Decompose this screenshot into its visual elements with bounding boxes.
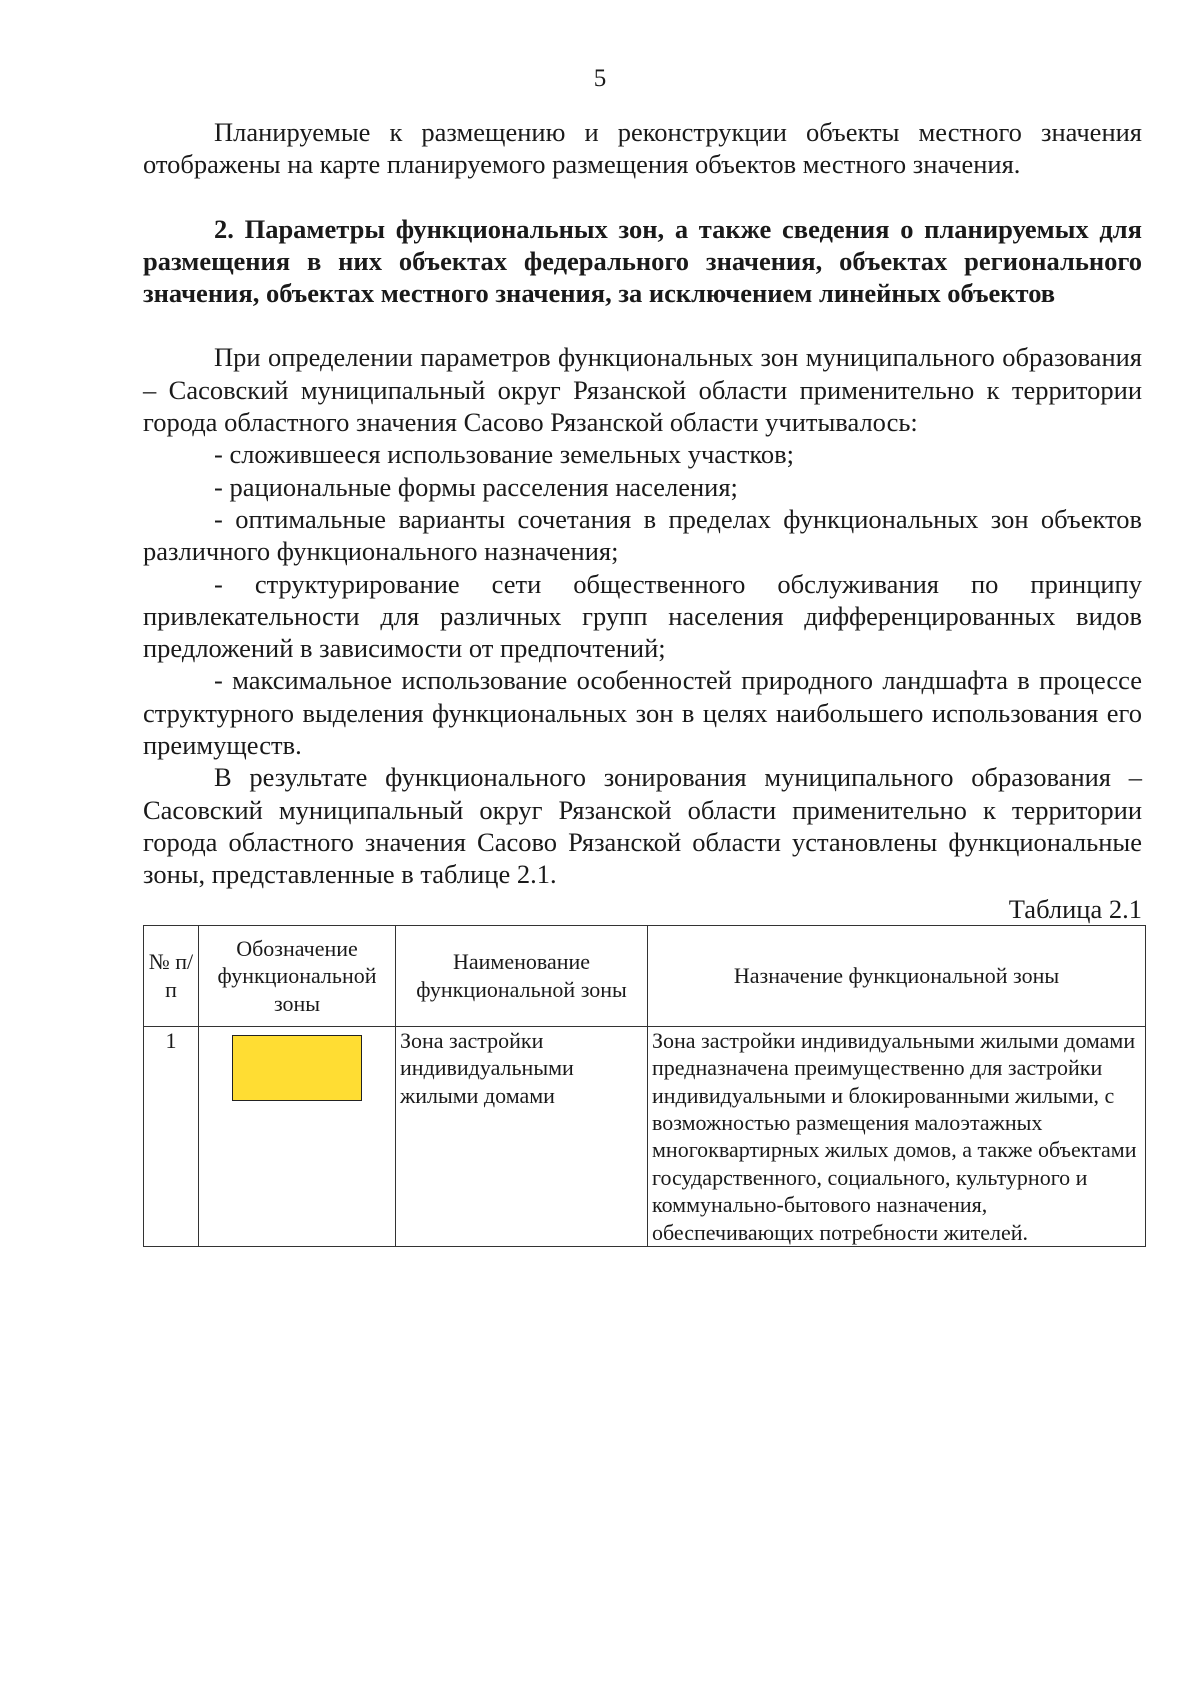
section-heading: 2. Параметры функциональных зон, а также сведения о планируемых для размещения в них объектах федерального значения, объектах регионального значения, объектах местного значения, за исключением линейных объектов — [143, 213, 1142, 309]
intro-paragraph: Планируемые к размещению и реконструкции объекты местного значения отображены на карте планируемого размещения объектов местного значения. — [143, 117, 1142, 180]
params-paragraph: При определении параметров функциональных зон муниципального образования – Сасовский муниципальный округ Рязанской области применительно к территории города областного значения Сасово Рязанской области учитывалось: — [143, 342, 1142, 438]
page-content — [143, 116, 1142, 1247]
zone-name: Зона застройки индивидуальными жилыми домами — [396, 1026, 648, 1246]
list-item: - структурирование сети общественного обслуживания по принципу привлекательности для различных групп населения дифференцированных видов предложений в зависимости от предпочтений; — [143, 568, 1142, 664]
zones-table — [143, 925, 1146, 1247]
list-item: - рациональные формы расселения населения; — [214, 471, 738, 502]
list-item: - сложившееся использование земельных участков; — [214, 439, 795, 470]
result-paragraph: В результате функционального зонирования муниципального образования – Сасовский муниципальный округ Рязанской области применительно к территории города областного значения Сасово Рязанской области установлены функциональные зоны, представленные в таблице 2.1. — [143, 762, 1142, 890]
header-name: Наименование функциональной зоны — [396, 925, 648, 1026]
spacer — [143, 181, 1142, 213]
row-number: 1 — [144, 1026, 199, 1246]
table-caption: Таблица 2.1 — [1008, 893, 1142, 924]
list-item: - оптимальные варианты сочетания в пределах функциональных зон объектов различного функционального назначения; — [143, 503, 1142, 567]
header-designation: Обозначение функциональной зоны — [199, 925, 396, 1026]
list-item: - максимальное использование особенностей природного ландшафта в процессе структурного выделения функциональных зон в целях наибольшего использования его преимуществ. — [143, 665, 1142, 761]
designation-cell — [199, 1026, 396, 1246]
zone-purpose: Зона застройки индивидуальными жилыми домами предназначена преимущественно для застройки индивидуальными и блокированными жилыми, с возможностью размещения малоэтажных многоквартирных жилых домов, а также объектами государственного, социального, культурного и коммунально-бытового назначения, обеспечивающих потребности жителей. — [648, 1026, 1146, 1246]
spacer — [143, 309, 1142, 341]
header-number: № п/п — [144, 925, 199, 1026]
table-row — [144, 1026, 1146, 1246]
zone-color-swatch — [232, 1035, 362, 1101]
header-purpose: Назначение функциональной зоны — [648, 925, 1146, 1026]
table-header-row — [144, 925, 1146, 1026]
page-number: 5 — [593, 65, 607, 92]
